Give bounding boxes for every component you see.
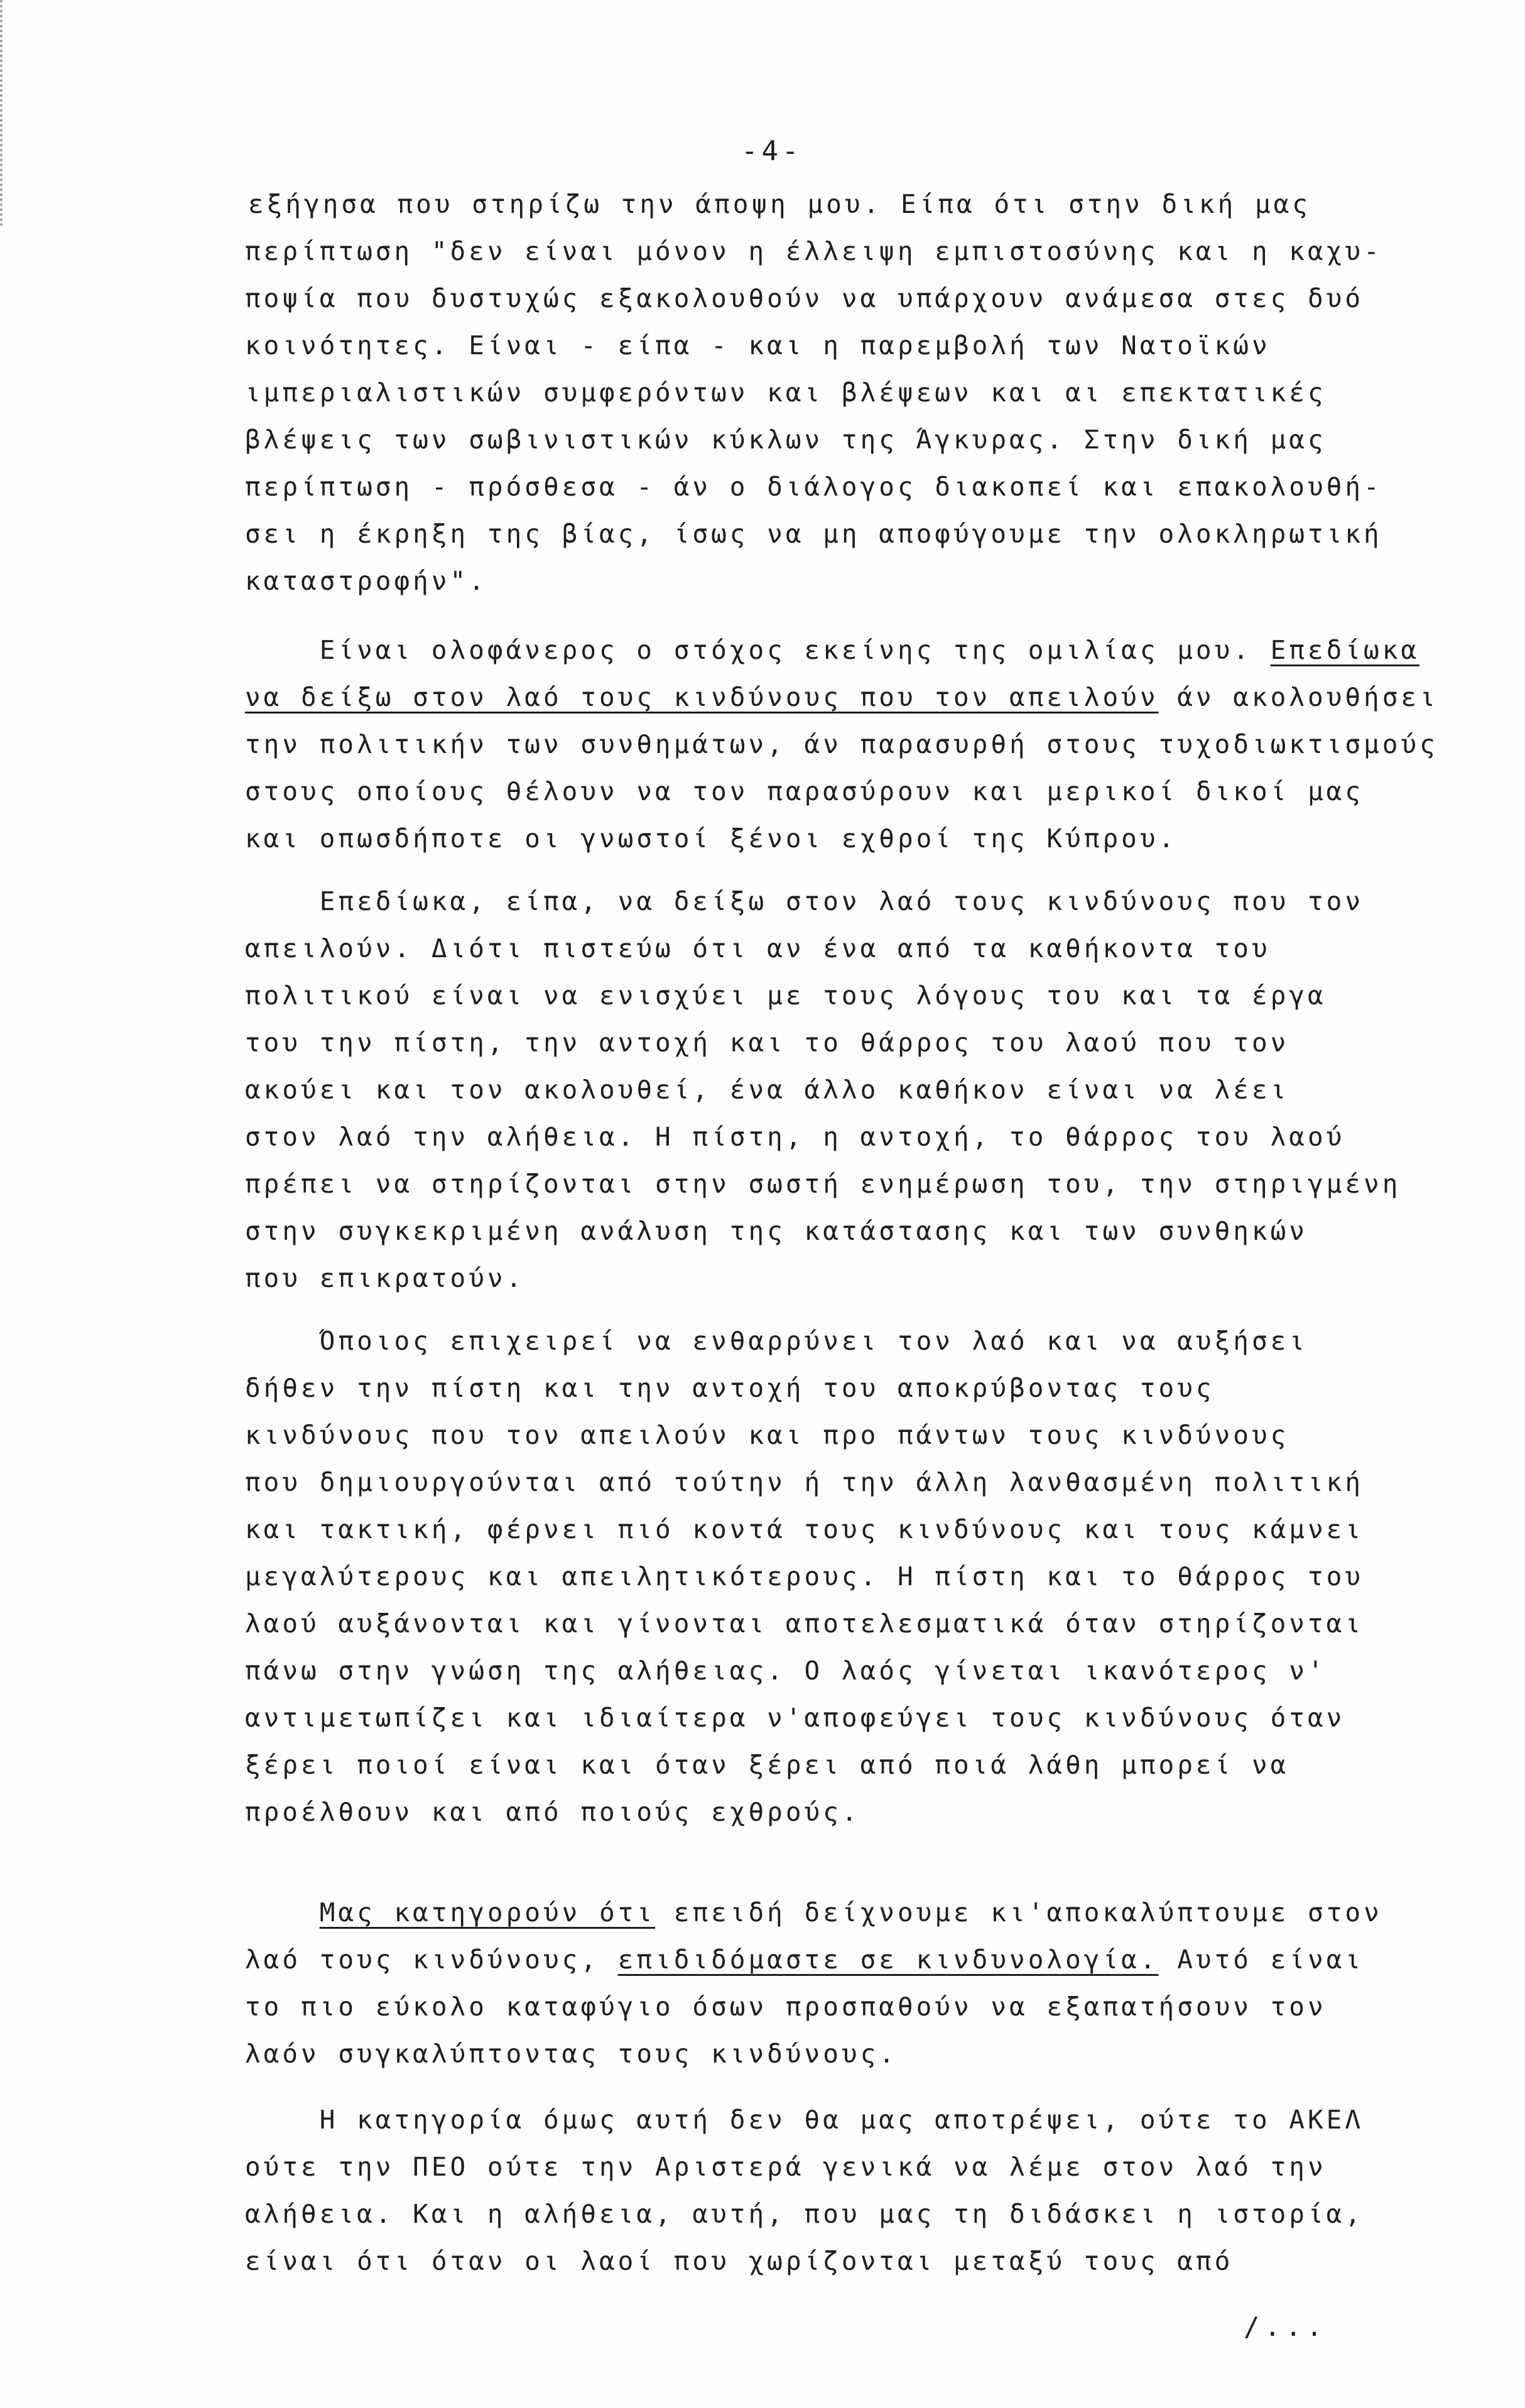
text-line (245, 682, 1438, 712)
page-number: -4- (741, 135, 803, 167)
line-text: κοινότητες. Είναι - είπα - και η παρεμβολή των Νατοϊκών (245, 330, 1271, 361)
line-text: αλήθεια. Και η αλήθεια, αυτή, που μας τη διδάσκει η ιστορία, (245, 2199, 1364, 2229)
text-line (245, 283, 1364, 313)
text-line (245, 2248, 1233, 2274)
text-line (245, 1124, 1345, 1150)
line-text: απειλούν. Διότι πιστεύω ότι αν ένα από τα καθήκοντα του (245, 933, 1271, 963)
line-text: του την πίστη, την αντοχή και το θάρρος του λαού που τον (245, 1028, 1289, 1058)
text-line (245, 521, 1382, 547)
line-text: είναι ότι όταν οι λαοί που χωρίζονται μεταξύ τους από (245, 2246, 1234, 2276)
line-text: στην συγκεκριμένη ανάλυση της κατάστασης και των συνθηκών (245, 1216, 1308, 1246)
line-text: ποψία που δυστυχώς εξακολουθούν να υπάρχουν ανάμεσα στες δυό (245, 283, 1364, 313)
underlined-phrase: Επεδίωκα (1270, 635, 1420, 665)
line-text (245, 1897, 320, 1928)
line-text: επειδή δείχνουμε κι'αποκαλύπτουμε στον (655, 1897, 1382, 1928)
line-text: εξήγησα που στηρίζω την άποψη μου. Είπα ότι στην δική μας (248, 189, 1311, 219)
line-text: πρέπει να στηρίζονται στην σωστή ενημέρωση του, την στηριγμένη (245, 1169, 1401, 1199)
text-line (245, 1514, 1364, 1544)
text-line (245, 776, 1364, 806)
line-text: την πολιτικήν των συνθημάτων, άν παρασυρθή στους τυχοδιωκτισμούς (245, 729, 1438, 759)
text-line (245, 474, 1382, 500)
text-line (245, 637, 1419, 663)
line-text: και τακτική, φέρνει πιό κοντά τους κινδύνους και τους κάμνει (245, 1514, 1364, 1544)
text-line (245, 1608, 1364, 1639)
underlined-phrase: Μας κατηγορούν ότι (319, 1897, 656, 1928)
line-text: ξέρει ποιοί είναι και όταν ξέρει από ποιά λάθη μπορεί να (245, 1750, 1289, 1780)
text-line (245, 236, 1382, 266)
text-line (245, 1705, 1345, 1731)
text-line (245, 2041, 898, 2067)
text-line (245, 377, 1327, 408)
line-text: ακούει και τον ακολουθεί, ένα άλλο καθήκον είναι να λέει (245, 1075, 1289, 1105)
scan-edge-marks (0, 0, 11, 226)
text-line (245, 1944, 1364, 1975)
text-line (245, 1658, 1327, 1684)
text-line (245, 427, 1327, 453)
line-text: στους οποίους θέλουν να τον παρασύρουν και μερικοί δικοί μας (245, 776, 1364, 806)
text-line (245, 2154, 1327, 2180)
text-line (245, 1561, 1364, 1592)
text-line (245, 1030, 1289, 1056)
text-line (245, 1467, 1364, 1497)
text-line (245, 933, 1271, 963)
line-text: λαό τους κινδύνους, (245, 1944, 618, 1975)
text-line (245, 1218, 1308, 1244)
text-line (245, 568, 487, 594)
text-line (245, 2107, 1364, 2133)
line-text: κινδύνους που τον απειλούν και προ πάντων τους κινδύνους (245, 1420, 1289, 1450)
line-text: ούτε την ΠΕΟ ούτε την Αριστερά γενικά να λέμε στον λαό την (245, 2152, 1327, 2182)
line-text: Όποιος επιχειρεί να ενθαρρύνει τον λαό και να αυξήσει (245, 1326, 1308, 1356)
underlined-phrase: να δείξω στον λαό τους κινδύνους που τον απειλούν (245, 682, 1159, 712)
line-text: δήθεν την πίστη και την αντοχή του αποκρύβοντας τους (245, 1373, 1215, 1403)
line-text: Είναι ολοφάνερος ο στόχος εκείνης της ομιλίας μου. (245, 635, 1271, 665)
text-line (245, 1752, 1289, 1778)
text-line (245, 886, 1364, 916)
line-text: πολιτικού είναι να ενισχύει με τους λόγους του και τα έργα (245, 980, 1327, 1011)
text-line (245, 1799, 860, 1825)
text-line (245, 729, 1438, 759)
text-line (245, 1897, 1382, 1928)
line-text: που επικρατούν. (245, 1263, 525, 1293)
text-line (245, 1077, 1289, 1103)
line-text: μεγαλύτερους και απειλητικότερους. Η πίστη και το θάρρος του (245, 1561, 1364, 1592)
line-text: λαού αυξάνονται και γίνονται αποτελεσματικά όταν στηρίζονται (245, 1608, 1364, 1639)
line-text: Η κατηγορία όμως αυτή δεν θα μας αποτρέψει, ούτε το ΑΚΕΛ (245, 2105, 1364, 2135)
line-text: στον λαό την αλήθεια. Η πίστη, η αντοχή, το θάρρος του λαού (245, 1122, 1345, 1152)
text-line (245, 1328, 1308, 1354)
line-text: άν ακολουθήσει (1158, 682, 1438, 712)
line-text: προέλθουν και από ποιούς εχθρούς. (245, 1797, 860, 1827)
line-text: λαόν συγκαλύπτοντας τους κινδύνους. (245, 2039, 898, 2069)
text-line (245, 1994, 1327, 2020)
text-line (245, 1263, 525, 1293)
text-line (245, 1171, 1401, 1197)
text-line (245, 330, 1271, 361)
line-text: Επεδίωκα, είπα, να δείξω στον λαό τους κινδύνους που τον (245, 886, 1364, 916)
line-text: ιμπεριαλιστικών συμφερόντων και βλέψεων και αι επεκτατικές (245, 377, 1327, 408)
text-line (248, 189, 1311, 219)
line-text: αντιμετωπίζει και ιδιαίτερα ν'αποφεύγει τους κινδύνους όταν (245, 1703, 1345, 1733)
line-text: περίπτωση "δεν είναι μόνον η έλλειψη εμπιστοσύνης και η καχυ- (245, 236, 1382, 266)
line-text: καταστροφήν". (245, 566, 487, 596)
line-text: Αυτό είναι (1158, 1944, 1364, 1975)
line-text: που δημιουργούνται από τούτην ή την άλλη λανθασμένη πολιτική (245, 1467, 1364, 1497)
line-text: περίπτωση - πρόσθεσα - άν ο διάλογος διακοπεί και επακολουθή- (245, 472, 1382, 502)
line-text: το πιο εύκολο καταφύγιο όσων προσπαθούν να εξαπατήσουν τον (245, 1992, 1327, 2022)
line-text: σει η έκρηξη της βίας, ίσως να μη αποφύγουμε την ολοκληρωτική (245, 519, 1382, 549)
text-line (245, 2201, 1364, 2227)
line-text: πάνω στην γνώση της αλήθειας. Ο λαός γίνεται ικανότερος ν' (245, 1656, 1327, 1686)
underlined-phrase: επιδιδόμαστε σε κινδυνολογία. (617, 1944, 1159, 1975)
line-text: και οπωσδήποτε οι γνωστοί ξένοι εχθροί της Κύπρου. (245, 823, 1178, 854)
text-line (245, 980, 1327, 1011)
continued-marker: /... (1244, 2311, 1328, 2342)
text-line (245, 823, 1178, 854)
line-text: βλέψεις των σωβινιστικών κύκλων της Άγκυρας. Στην δική μας (245, 425, 1327, 455)
text-line (245, 1420, 1289, 1450)
text-line (245, 1375, 1215, 1401)
